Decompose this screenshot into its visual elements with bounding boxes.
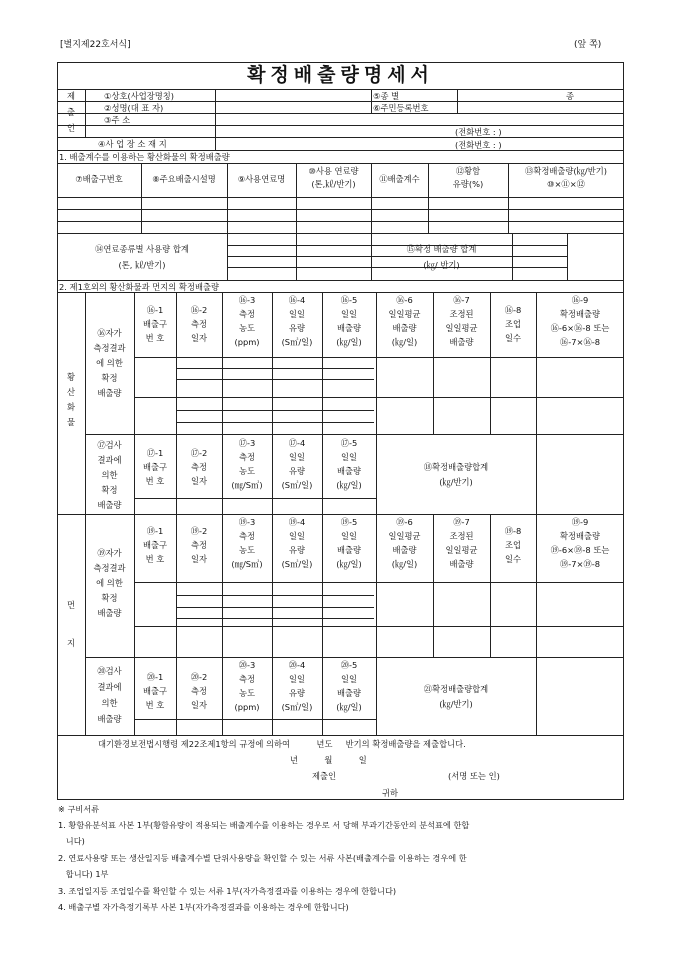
note-item-1: 1. 황함유분석표 사본 1부(황함유량이 적용되는 배출계수를 이용하는 경우로 서 당해 부과기간동안의 분석표에 한합 — [58, 820, 470, 830]
dust-insp-c4-d: (S㎥/일) — [281, 702, 313, 712]
col-outlet-number: ⑦배출구번호 — [75, 174, 123, 184]
dust-self-c7-d: 배출량 — [449, 559, 474, 569]
sox-self-c7-d: 배출량 — [449, 337, 474, 347]
dust-insp-c3-c: 농도 — [238, 688, 256, 698]
col-main-facility: ⑧주요배출시설명 — [152, 174, 216, 184]
sox-label-3: 화 — [66, 402, 75, 412]
col-fuel-name: ⑨사용연료명 — [237, 174, 286, 184]
sox-insp-label: ⑰검사 — [97, 440, 122, 450]
rule — [176, 410, 374, 411]
col-fuel-amount: ⑩사용 연료량 — [308, 166, 359, 176]
field-name-label: ①상호(사업장명칭) — [104, 91, 175, 101]
dust-insp-c1-b: 배출구 — [142, 686, 168, 696]
section1-title: 1. 배출계수를 이용하는 황산화물의 확정배출량 — [59, 152, 230, 162]
dust-self-c3-c: 농도 — [238, 545, 256, 555]
dust-self-c7-c: 일일평균 — [445, 545, 478, 555]
dust-insp-c3: ⑳-3 — [238, 660, 256, 670]
rule — [57, 163, 624, 164]
rule — [215, 89, 216, 150]
dust-self-label: ⑲자가 — [97, 548, 122, 558]
dust-insp-label: ⑳검사 — [97, 666, 122, 676]
dust-insp-label-3: 의한 — [101, 698, 118, 708]
declaration-text: 대기환경보전법시행령 제22조제1항의 규정에 의하여 년도 반기의 확정배출량을 제출합니다. — [98, 739, 466, 749]
sign-label: (서명 또는 인) — [448, 771, 500, 781]
dust-insp-c2: ⑳-2 — [190, 672, 208, 682]
rule — [227, 256, 567, 257]
col-sulfur-content: ⑫황함 — [455, 166, 481, 176]
sox-self-c3-c: 농도 — [238, 323, 256, 333]
sox-insp-total-unit: (㎏/반기) — [439, 477, 473, 487]
dust-insp-label-4: 배출량 — [97, 714, 122, 724]
dust-self-c1-b: 배출구 — [142, 540, 168, 550]
emission-total-label: ⑮확정 배출량 합계 — [406, 244, 477, 254]
sox-self-c6: ⑯-6 — [396, 295, 413, 305]
sox-self-c8-c: 일수 — [504, 333, 522, 343]
note-item-2: 2. 연료사용량 또는 생산일지등 배출계수별 단위사용량을 확인할 수 있는 서류 사본(배출계수를 이용하는 경우에 한 — [58, 853, 467, 863]
rule — [371, 89, 372, 113]
emission-total-unit: (㎏/ 반기) — [423, 260, 460, 270]
declaration-date: 년 월 일 — [290, 755, 367, 765]
sox-self-c7-c: 일일평균 — [445, 323, 478, 333]
sox-self-label-4: 확정 — [101, 373, 118, 383]
dust-self-c1: ⑲-1 — [146, 526, 164, 536]
sox-self-c9-b: 확정배출량 — [559, 309, 601, 319]
sox-self-label-3: 에 의한 — [96, 358, 123, 368]
rule — [57, 89, 624, 90]
dust-insp-c3-b: 측정 — [238, 674, 256, 684]
dust-self-c6: ⑲-6 — [396, 517, 413, 527]
rule — [85, 89, 86, 137]
col-emission-factor: ⑪배출계수 — [379, 174, 420, 184]
sox-insp-label-2: 결과에 — [97, 455, 122, 465]
sox-insp-c1-c: 번 호 — [145, 476, 165, 486]
dust-insp-c3-d: (ppm) — [234, 702, 260, 712]
rule — [134, 582, 624, 583]
sox-self-c4-b: 일일 — [288, 309, 306, 319]
sox-self-label-2: 측정결과 — [93, 343, 126, 353]
recipient-label: 귀하 — [382, 788, 399, 798]
dust-insp-c1-c: 번 호 — [145, 700, 165, 710]
col-confirmed-emission-formula: ⑩×⑪×⑫ — [547, 179, 585, 189]
dust-label-1: 먼 — [66, 600, 75, 610]
sox-self-label: ⑯자가 — [97, 328, 122, 338]
sox-self-c9-d: ⑯-7×⑯-8 — [559, 337, 601, 347]
dust-self-c6-c: 배출량 — [392, 545, 417, 555]
applicant-label-1: 제 — [66, 91, 75, 101]
sox-self-label-5: 배출량 — [97, 388, 122, 398]
dust-insp-c5-c: 배출량 — [336, 688, 362, 698]
sox-insp-c4-d: (S㎥/일) — [281, 480, 313, 490]
rule — [57, 137, 624, 138]
sox-self-c8: ⑯-8 — [504, 305, 522, 315]
sox-insp-c3-b: 측정 — [238, 452, 256, 462]
rule — [57, 233, 624, 234]
dust-insp-c4: ⑳-4 — [288, 660, 306, 670]
field-type-suffix: 종 — [566, 91, 575, 101]
form-number: [별지제22호서식] — [60, 40, 131, 50]
note-item-3: 3. 조업일지등 조업일수를 확인할 수 있는 서류 1부(자가측정결과를 이용하는 경우에 한합니다) — [58, 886, 397, 896]
dust-self-c3-d: (㎎/S㎥) — [231, 559, 263, 569]
dust-self-c2-c: 일자 — [190, 554, 208, 564]
dust-insp-total-label: ㉑확정배출량합계 — [423, 684, 489, 694]
sox-self-c3-b: 측정 — [238, 309, 256, 319]
dust-insp-c4-c: 유량 — [288, 688, 306, 698]
dust-self-label-4: 확정 — [101, 593, 118, 603]
sox-self-c2-b: 측정 — [190, 319, 208, 329]
dust-self-c3-b: 측정 — [238, 531, 256, 541]
sox-self-c7-b: 조정된 — [449, 309, 474, 319]
note-item-4: 4. 배출구별 자가측정기록부 사본 1부(자가측정결과를 이용하는 경우에 한합니다) — [58, 902, 349, 912]
rule — [57, 209, 624, 210]
dust-self-c2-b: 측정 — [190, 540, 208, 550]
dust-self-c4: ⑲-4 — [288, 517, 306, 527]
col-sulfur-content-unit: 유량(%) — [452, 179, 484, 189]
dust-label-2: 지 — [66, 638, 75, 648]
sox-insp-label-5: 배출량 — [97, 500, 122, 510]
dust-insp-c2-b: 측정 — [190, 686, 208, 696]
rule — [176, 595, 374, 596]
dust-self-c9-d: ⑲-7×⑲-8 — [559, 559, 601, 569]
rule — [85, 657, 624, 658]
col-confirmed-emission: ⑬확정배출량(㎏/반기) — [525, 166, 607, 176]
sox-label-4: 물 — [66, 417, 75, 427]
dust-self-label-3: 에 의한 — [96, 578, 123, 588]
dust-self-label-2: 측정결과 — [93, 563, 126, 573]
rule — [134, 357, 624, 358]
sox-insp-c1: ⑰-1 — [146, 448, 164, 458]
rule — [176, 618, 374, 619]
rule — [134, 498, 376, 499]
field-address-label: ③주 소 — [104, 115, 131, 125]
sox-self-c9-c: ⑯-6×⑯-8 또는 — [550, 323, 610, 333]
sox-self-c5-b: 일일 — [340, 309, 358, 319]
dust-self-c4-d: (S㎥/일) — [281, 559, 313, 569]
rule — [57, 150, 624, 151]
rule — [176, 379, 374, 380]
rule — [134, 397, 624, 398]
dust-self-c6-b: 일일평균 — [388, 531, 421, 541]
sox-insp-label-3: 의한 — [101, 470, 118, 480]
dust-self-c2: ⑲-2 — [190, 526, 208, 536]
sox-insp-c5-c: 배출량 — [336, 466, 362, 476]
sox-self-c2: ⑯-2 — [190, 305, 208, 315]
rule — [57, 197, 624, 198]
dust-self-c1-c: 번 호 — [145, 554, 165, 564]
dust-insp-label-2: 결과에 — [97, 682, 122, 692]
page-side-label: (앞 쪽) — [574, 40, 602, 50]
col-fuel-amount-unit: (톤,㎘/반기) — [311, 179, 356, 189]
note-item-1-cont: 니다) — [58, 836, 85, 846]
dust-insp-c5-b: 일일 — [340, 674, 358, 684]
sox-self-c5-c: 배출량 — [336, 323, 362, 333]
rule — [176, 607, 374, 608]
sox-insp-c3-c: 농도 — [238, 466, 256, 476]
rule — [176, 368, 374, 369]
dust-self-c5-b: 일일 — [340, 531, 358, 541]
page-title: 확정배출량명세서 — [247, 64, 434, 86]
field-phone-1: (전화번호 : ) — [455, 127, 502, 137]
fuel-total-label: ⑭연료종류별 사용량 합계 — [95, 244, 189, 254]
sox-insp-c2-c: 일자 — [190, 476, 208, 486]
rule — [57, 221, 624, 222]
dust-self-c5: ⑲-5 — [340, 517, 358, 527]
sox-self-c6-d: (㎏/일) — [391, 337, 418, 347]
sox-label-1: 황 — [66, 372, 75, 382]
sox-insp-c1-b: 배출구 — [142, 462, 168, 472]
sox-insp-c5: ⑰-5 — [340, 438, 358, 448]
dust-self-c8-b: 조업 — [504, 540, 522, 550]
fuel-total-unit: (톤, ㎘/반기) — [118, 260, 166, 270]
rule — [134, 719, 376, 720]
sox-self-c1-c: 번 호 — [145, 333, 165, 343]
rule — [134, 626, 624, 627]
dust-insp-total-unit: (㎏/반기) — [439, 699, 473, 709]
field-phone-2: (전화번호 : ) — [455, 140, 502, 150]
sox-insp-c4: ⑰-4 — [288, 438, 306, 448]
sox-insp-c3: ⑰-3 — [238, 438, 256, 448]
field-rrn-label: ⑥주민등록번호 — [373, 103, 429, 113]
sox-insp-c2-b: 측정 — [190, 462, 208, 472]
sox-self-c4: ⑯-4 — [288, 295, 306, 305]
sox-insp-label-4: 확정 — [101, 485, 118, 495]
dust-self-c4-b: 일일 — [288, 531, 306, 541]
sox-self-c3: ⑯-3 — [238, 295, 256, 305]
notes-title: ※ 구비서류 — [58, 804, 100, 814]
dust-insp-c1: ⑳-1 — [146, 672, 164, 682]
field-representative-label: ②성명(대 표 자) — [104, 103, 164, 113]
sox-self-c6-b: 일일평균 — [388, 309, 421, 319]
sox-self-c1: ⑯-1 — [146, 305, 164, 315]
rule — [85, 434, 624, 435]
dust-self-c9-c: ⑲-6×⑲-8 또는 — [550, 545, 610, 555]
sox-self-c3-d: (ppm) — [234, 337, 260, 347]
note-item-2-cont: 합니다) 1부 — [58, 869, 109, 879]
field-type-label: ⑤종 별 — [373, 91, 400, 101]
dust-self-c9-b: 확정배출량 — [559, 531, 601, 541]
sox-self-c4-c: 유량 — [288, 323, 306, 333]
sox-insp-c4-c: 유량 — [288, 466, 306, 476]
rule — [512, 233, 513, 280]
sox-self-c9: ⑯-9 — [571, 295, 589, 305]
dust-self-c8-c: 일수 — [504, 554, 522, 564]
dust-self-c7: ⑲-7 — [453, 517, 470, 527]
dust-self-c3: ⑲-3 — [238, 517, 256, 527]
sox-insp-c3-d: (㎎/S㎥) — [231, 480, 263, 490]
dust-self-c5-c: 배출량 — [336, 545, 362, 555]
dust-insp-c5: ⑳-5 — [340, 660, 358, 670]
rule — [567, 233, 568, 280]
rule — [176, 422, 374, 423]
dust-self-c6-d: (㎏/일) — [391, 559, 418, 569]
applicant-label-2: 출 — [66, 107, 75, 117]
applicant-label-3: 인 — [66, 123, 75, 133]
dust-self-label-5: 배출량 — [97, 608, 122, 618]
dust-self-c9: ⑲-9 — [571, 517, 589, 527]
sox-insp-c5-d: (㎏/일) — [336, 480, 362, 490]
sox-self-c1-b: 배출구 — [142, 319, 168, 329]
rule — [57, 125, 624, 126]
submitter-label: 제출인 — [312, 771, 337, 781]
dust-self-c4-c: 유량 — [288, 545, 306, 555]
sox-self-c2-c: 일자 — [190, 333, 208, 343]
dust-self-c5-d: (㎏/일) — [336, 559, 362, 569]
sox-label-2: 산 — [66, 387, 75, 397]
dust-insp-c5-d: (㎏/일) — [336, 702, 362, 712]
section2-title: 2. 제1호외의 황산화물과 먼지의 확정배출량 — [59, 282, 219, 292]
sox-insp-c2: ⑰-2 — [190, 448, 208, 458]
dust-insp-c4-b: 일일 — [288, 674, 306, 684]
sox-insp-c4-b: 일일 — [288, 452, 306, 462]
sox-self-c7: ⑯-7 — [453, 295, 470, 305]
sox-self-c5-d: (㎏/일) — [336, 337, 362, 347]
rule — [57, 514, 624, 515]
sox-self-c6-c: 배출량 — [392, 323, 417, 333]
field-site-label: ④사 업 장 소 재 지 — [98, 139, 167, 149]
dust-self-c7-b: 조정된 — [449, 531, 474, 541]
sox-insp-total-label: ⑱확정배출량합계 — [423, 462, 489, 472]
dust-self-c8: ⑲-8 — [504, 526, 522, 536]
dust-insp-c2-c: 일자 — [190, 700, 208, 710]
rule — [57, 280, 624, 281]
rule — [457, 89, 458, 113]
sox-insp-c5-b: 일일 — [340, 452, 358, 462]
sox-self-c5: ⑯-5 — [340, 295, 358, 305]
sox-self-c4-d: (S㎥/일) — [281, 337, 313, 347]
rule — [57, 735, 624, 736]
sox-self-c8-b: 조업 — [504, 319, 522, 329]
